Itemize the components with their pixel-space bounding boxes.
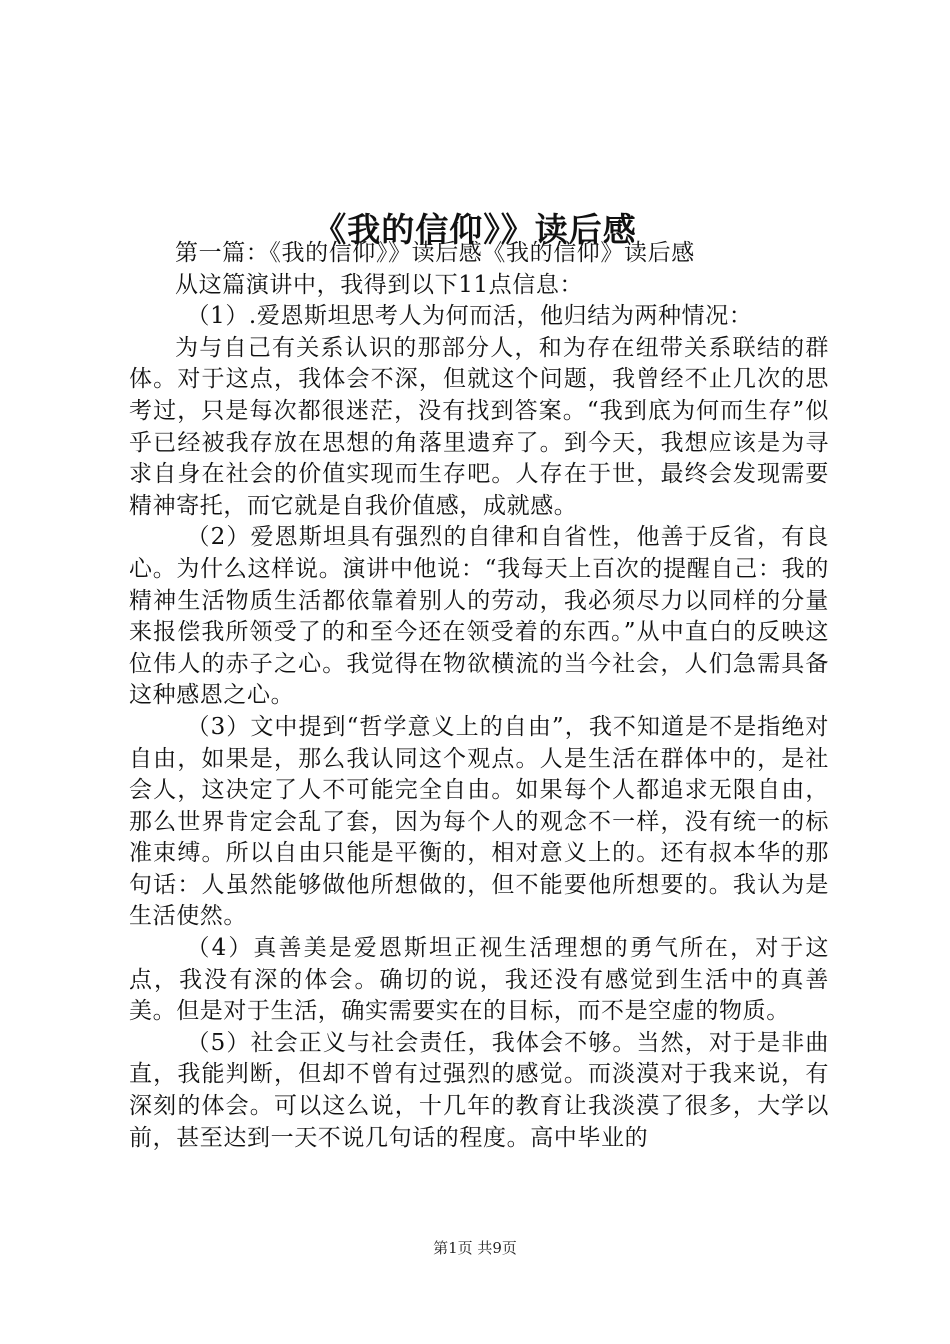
paragraph-subtitle: 第一篇：《我的信仰》》读后感《我的信仰》读后感 [175,240,695,266]
paragraph-point-4: （4）真善美是爱恩斯坦正视生活理想的勇气所在，对于这点，我没有深的体会。确切的说，我还没有感觉到生活中的真善美。但是对于生活，确实需要实在的目标，而不是空虚的物质。 [129,935,829,1025]
paragraph-intro: 从这篇演讲中，我得到以下11点信息： [175,271,584,298]
page-footer: 第1页 共9页 [433,1239,517,1257]
paragraph-point-1-body: 为与自己有关系认识的那部分人，和为存在纽带关系联结的群体。对于这点，我体会不深，但就这个问题，我曾经不止几次的思考过，只是每次都很迷茫，没有找到答案。“我到底为何而生存”似乎已经被我存放在思想的角落里遗弃了。到今天，我想应该是为寻求自身在社会的价值实现而生存吧。人存在于世，最终会发现需要精神寄托，而它就是自我价值感，成就感。 [129,334,829,519]
paragraph-point-2: （2）爱恩斯坦具有强烈的自律和自省性，他善于反省，有良心。为什么这样说。演讲中他说：“我每天上百次的提醒自己：我的精神生活物质生活都依靠着别人的劳动，我必须尽力以同样的分量来报偿我所领受了的和至今还在领受着的东西。”从中直白的反映这位伟人的赤子之心。我觉得在物欲横流的当今社会，人们急需具备这种感恩之心。 [129,524,829,709]
document-body [129,238,829,1154]
paragraph-point-3: （3）文中提到“哲学意义上的自由”，我不知道是不是指绝对自由，如果是，那么我认同这个观点。人是生活在群体中的，是社会人，这决定了人不可能完全自由。如果每个人都追求无限自由，那么世界肯定会乱了套，因为每个人的观念不一样，没有统一的标准束缚。所以自由只能是平衡的，相对意义上的。还有叔本华的那句话：人虽然能够做他所想做的，但不能要他所想要的。我认为是生活使然。 [129,713,829,930]
paragraph-point-1: （1）.爱恩斯坦思考人为何而活，他归结为两种情况： [186,303,753,330]
paragraph-point-5: （5）社会正义与社会责任，我体会不够。当然，对于是非曲直，我能判断，但却不曾有过强烈的感觉。而淡漠对于我来说，有深刻的体会。可以这么说，十几年的教育让我淡漠了很多，大学以前，甚至达到一天不说几句话的程度。高中毕业的 [129,1029,829,1151]
document-title: 《我的信仰》》读后感 [313,210,637,250]
